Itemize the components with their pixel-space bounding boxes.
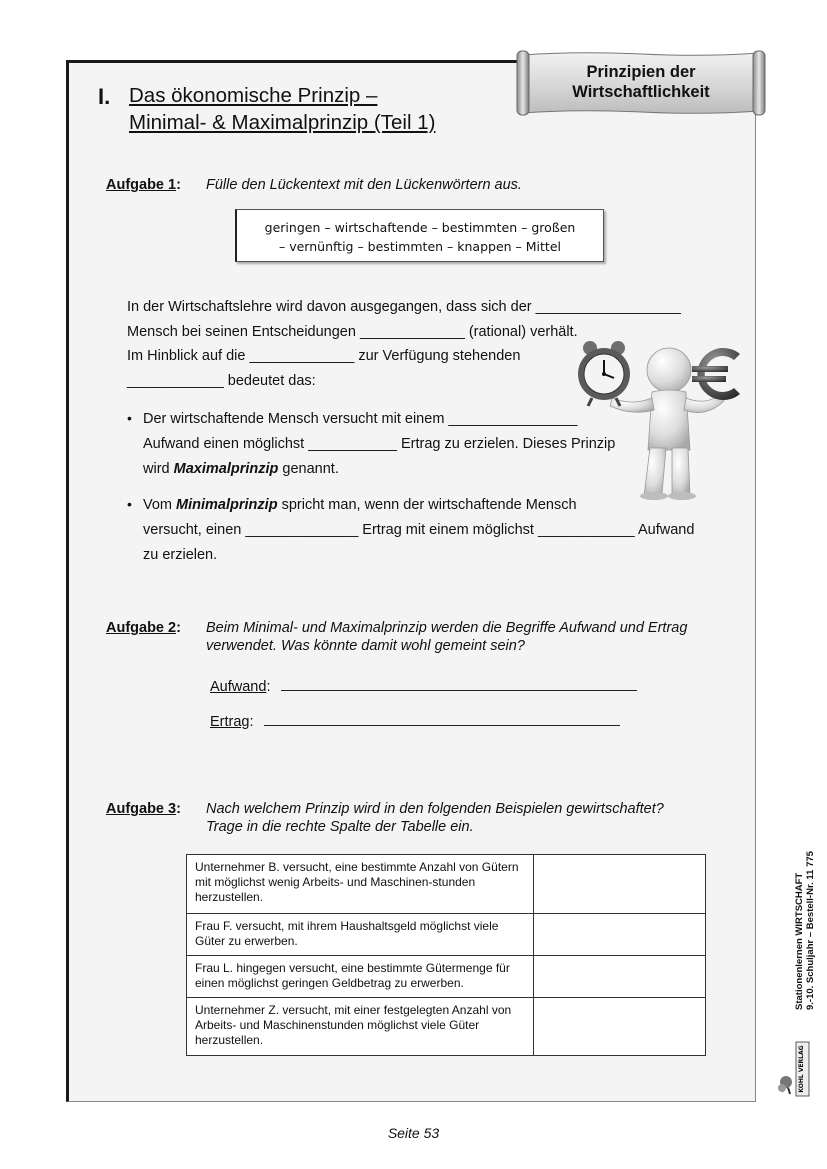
bullet-2-line-2: versucht, einen ______________ Ertrag mit einem möglichst ____________ Aufwand (143, 522, 695, 538)
example-cell: Frau L. hingegen versucht, eine bestimmte Gütermenge für einen möglichst geringen Geldbetrag zu erwerben. (187, 956, 534, 998)
word-bank-box (235, 209, 604, 262)
section-number: I. (98, 84, 111, 109)
example-cell: Frau F. versucht, mit ihrem Haushaltsgeld möglichst viele Güter zu erwerben. (187, 914, 534, 956)
minimalprinzip-term: Minimalprinzip (176, 497, 278, 513)
bullet-1-text: wird (143, 461, 174, 477)
topic-banner (515, 49, 767, 117)
ertrag-colon: : (249, 714, 254, 730)
tree-icon (778, 1076, 792, 1094)
task3-colon: : (176, 801, 181, 817)
task1-heading (106, 176, 181, 194)
table-row (187, 998, 706, 1056)
table-row (187, 956, 706, 998)
table-row (187, 855, 706, 914)
table-row (187, 914, 706, 956)
answer-cell[interactable] (534, 855, 706, 914)
word-bank-line-1: geringen – wirtschaftende – bestimmten – großen (264, 220, 576, 235)
euro-icon (692, 348, 740, 400)
bullet-2-text-start: Vom (143, 497, 177, 513)
answer-cell[interactable] (534, 956, 706, 998)
ertrag-answer-line[interactable] (264, 711, 620, 726)
sidebar-line-1: Stationenlernen WIRTSCHAFT (794, 872, 805, 1010)
task2-instruction-line-1: Beim Minimal- und Maximalprinzip werden die Begriffe Aufwand und Ertrag (206, 620, 688, 636)
ertrag-field[interactable] (210, 711, 620, 730)
task2-instruction-line-2: verwendet. Was könnte damit wohl gemeint sein? (206, 638, 525, 654)
sidebar-line-2: 9.-10. Schuljahr – Bestell-Nr. 11 775 (805, 851, 816, 1010)
task2-heading (106, 619, 181, 637)
bullet-1-line-3 (143, 459, 339, 479)
publisher-logo (776, 1038, 812, 1102)
answer-cell[interactable] (534, 998, 706, 1056)
task2-label: Aufgabe 2 (106, 620, 177, 636)
task1-colon: : (176, 177, 181, 193)
example-cell: Unternehmer Z. versucht, mit einer festgelegten Anzahl von Arbeits- und Maschinenstunden möglichst viele Güter herzustellen. (187, 998, 534, 1056)
page-number: Seite 53 (387, 1125, 440, 1141)
principle-table (186, 854, 706, 1056)
bullet-2-icon: • (127, 496, 132, 512)
cloze-line-4: ____________ bedeutet das: (127, 373, 316, 389)
page-title-line-1: Das ökonomische Prinzip – (129, 84, 378, 107)
aufwand-field[interactable] (210, 676, 637, 695)
task1-label: Aufgabe 1 (106, 177, 177, 193)
banner-title (515, 62, 767, 102)
word-bank-line-2: – vernünftig – bestimmten – knappen – Mittel (279, 239, 561, 254)
banner-line-1: Prinzipien der (586, 63, 696, 81)
bullet-1-line-1: Der wirtschaftende Mensch versucht mit einem ________________ (143, 411, 578, 427)
alarm-clock-icon (578, 341, 630, 406)
ertrag-label: Ertrag (210, 714, 250, 730)
bullet-1-text-end: genannt. (278, 461, 339, 477)
task3-instruction-line-1: Nach welchem Prinzip wird in den folgenden Beispielen gewirtschaftet? (206, 801, 664, 817)
bullet-1-line-2: Aufwand einen möglichst ___________ Ertrag zu erzielen. Dieses Prinzip (143, 436, 616, 452)
cloze-line-2: Mensch bei seinen Entscheidungen _____________ (rational) verhält. (127, 324, 578, 340)
logo-text: KOHL VERLAG (798, 1045, 805, 1093)
figure-clock-euro-illustration (574, 338, 744, 503)
maximalprinzip-term: Maximalprinzip (173, 461, 279, 477)
task1-instruction: Fülle den Lückentext mit den Lückenwörtern aus. (206, 177, 522, 193)
aufwand-answer-line[interactable] (281, 676, 637, 691)
cloze-line-1: In der Wirtschaftslehre wird davon ausgegangen, dass sich der __________________ (127, 299, 681, 315)
aufwand-label: Aufwand (210, 679, 267, 695)
task3-heading (106, 800, 181, 818)
example-cell: Unternehmer B. versucht, eine bestimmte Anzahl von Gütern mit möglichst wenig Arbeits- und Maschinen-stunden herzustellen. (187, 855, 534, 914)
bullet-1-icon: • (127, 410, 132, 426)
bullet-2-line-3: zu erzielen. (143, 547, 218, 563)
bullet-2-line-1 (143, 495, 577, 515)
answer-cell[interactable] (534, 914, 706, 956)
aufwand-colon: : (266, 679, 271, 695)
page-title-line-2: Minimal- & Maximalprinzip (Teil 1) (129, 111, 436, 134)
banner-line-2: Wirtschaftlichkeit (572, 83, 710, 101)
task3-instruction-line-2: Trage in die rechte Spalte der Tabelle ein. (206, 819, 474, 835)
bullet-2-text: spricht man, wenn der wirtschaftende Mensch (277, 497, 577, 513)
task2-colon: : (176, 620, 181, 636)
cloze-line-3: Im Hinblick auf die _____________ zur Verfügung stehenden (127, 348, 521, 364)
task3-label: Aufgabe 3 (106, 801, 177, 817)
publisher-sidebar (794, 810, 816, 1010)
